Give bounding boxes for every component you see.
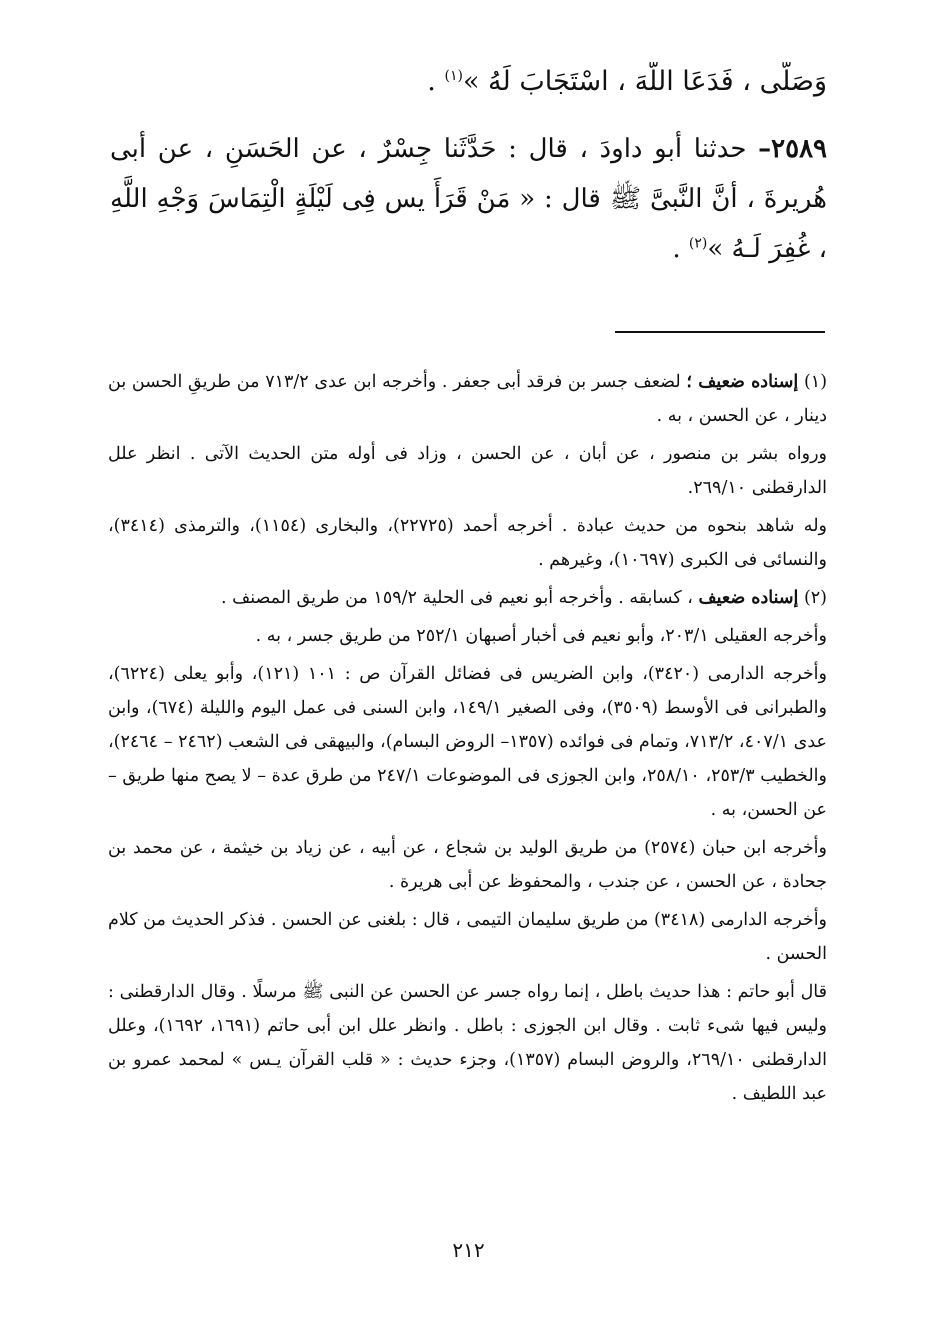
footnotes-block [108,365,827,1115]
hadith-paragraph [110,124,827,274]
footnote-paragraph [108,657,827,827]
footnote-paragraph [108,903,827,971]
footnote-text: وأخرجه الدارمى (٣٤٢٠)، وابن الضريس فى فضائل القرآن ص : ١٠١ (١٢١)، وأبو يعلى (٦٢٢٤)، والطبرانى فى الأوسط (٣٥٠٩)، وفى الصغير ١٤٩/١، وابن السنى فى عمل اليوم والليلة (٦٧٤)، وابن عدى ٤٠٧/١، ٧١٣/٢، وتمام فى فوائده (١٣٥٧– الروض البسام)، والبيهقى فى الشعب (٢٤٦٢ – ٢٤٦٤)، والخطيب ٢٥٣/٣، ٢٥٨/١٠، وابن الجوزى فى الموضوعات ٢٤٧/١ من طرق عدة – لا يصح منها طريق – عن الحسن، به . [108,664,827,820]
footnote-bold: إسناده ضعيف [698,588,799,608]
footnote-text: وأخرجه ابن حبان (٢٥٧٤) من طريق الوليد بن شجاع ، عن أبيه ، عن زياد بن خيثمة ، عن محمد بن جحادة ، عن الحسن ، عن جندب ، والمحفوظ عن أبى هريرة . [108,838,827,892]
footnote-marker-2: (٢) [688,235,708,252]
footnote-bold: إسناده ضعيف ؛ [686,372,799,392]
footnote-paragraph [108,509,827,577]
page-number: ٢١٢ [452,1238,485,1262]
footnote-text: ورواه بشر بن منصور ، عن أبان ، عن الحسن ، وزاد فى أوله متن الحديث الآتى . انظر علل الدارقطنى ٢٦٩/١٠. [108,444,827,498]
continuation-period: . [427,66,436,97]
footnote-marker-1: (١) [444,68,463,84]
footnote-text: لضعف جسر بن فرقد أبى جعفر . وأخرجه ابن عدى ٧١٣/٢ من طريقِ الحسن بن دينار ، عن الحسن ، به . [108,372,827,426]
footnote-paragraph [108,365,827,433]
footnote-paragraph [108,619,827,653]
continuation-text: وَصَلَّى ، فَدَعَا اللَّهَ ، اسْتَجَابَ لَهُ » [462,66,827,97]
footnote-text: وأخرجه الدارمى (٣٤١٨) من طريق سليمان التيمى ، قال : بلغنى عن الحسن . فذكر الحديث من كلام الحسن . [108,910,828,964]
hadith-period: . [672,234,681,264]
continuation-line [110,62,827,102]
footnote-text: ، كسابقه . وأخرجه أبو نعيم فى الحلية ١٥٩/٢ من طريق المصنف . [220,588,699,608]
footnote-text: وله شاهد بنحوه من حديث عبادة . أخرجه أحمد (٢٢٧٢٥)، والبخارى (١١٥٤)، والترمذى (٣٤١٤)، والنسائى فى الكبرى (١٠٦٩٧)، وغيرهم . [108,516,827,570]
footnote-text: قال أبو حاتم : هذا حديث باطل ، إنما رواه جسر عن الحسن عن النبى ﷺ مرسلًا . وقال الدارقطنى : وليس فيها شىء ثابت . وقال ابن الجوزى : باطل . وانظر علل ابن أبى حاتم (١٦٩١، ١٦٩٢)، وعلل الدارقطنى ٢٦٩/١٠، والروض البسام (١٣٥٧)، وجزء حديث : « قلب القرآن يـس » لمحمد عمرو بن عبد اللطيف . [108,982,827,1104]
footnote-paragraph [108,437,827,505]
footnote-lead: (١) [798,372,828,392]
footnote-paragraph [108,831,827,899]
hadith-text: حدثنا أبو داودَ ، قال : حَدَّثَنا جِسْرٌ ، عن الحَسَنِ ، عن أبى هُريرةَ ، أنَّ النَّبىَّ ﷺ قال : « مَنْ قَرَأَ يس فِى لَيْلَةٍ الْتِمَاسَ وَجْهِ اللَّهِ ، غُفِرَ لَـهُ » [110,134,827,264]
main-text-block [110,62,827,300]
footnote-paragraph [108,581,827,615]
footnote-paragraph [108,975,827,1111]
footnote-lead: (٢) [798,588,827,608]
footnote-separator-rule [615,331,825,333]
hadith-number: ٢٥٨٩– [758,134,828,164]
footnote-text: وأخرجه العقيلى ٢٠٣/١، وأبو نعيم فى أخبار أصبهان ٢٥٢/١ من طريق جسر ، به . [255,626,827,646]
